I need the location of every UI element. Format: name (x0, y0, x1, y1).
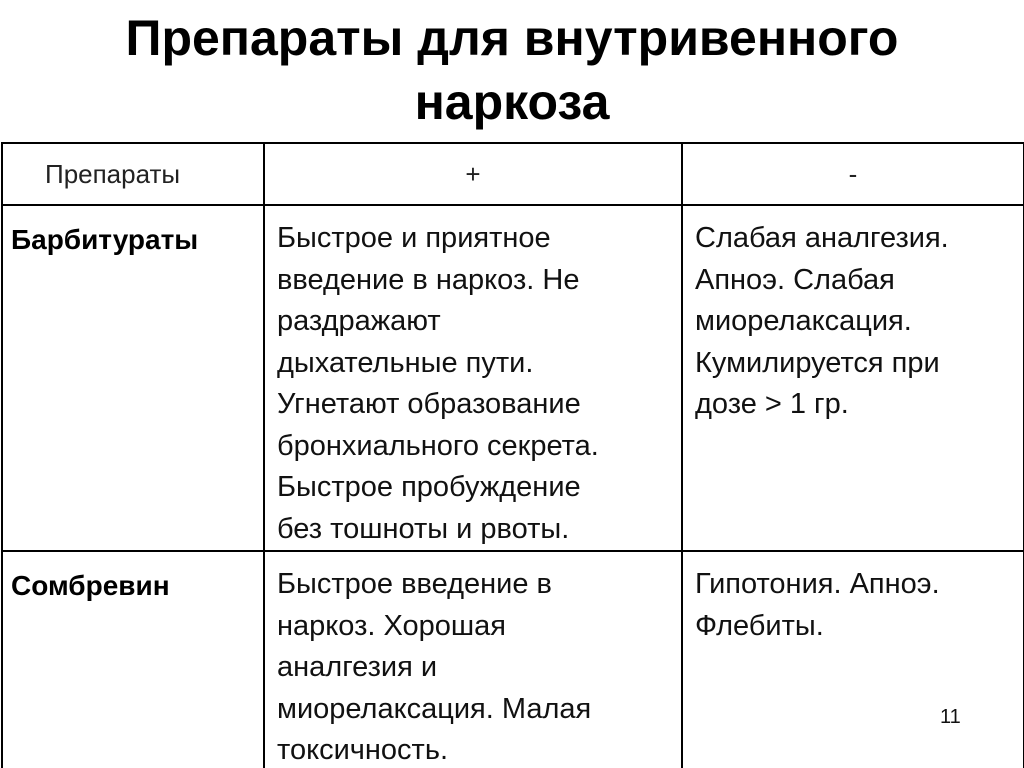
header-plus: + (264, 143, 682, 205)
plus-line: Быстрое пробуждение (277, 471, 581, 503)
plus-cell (264, 551, 682, 768)
table-header-row (2, 143, 1024, 205)
plus-line: раздражают (277, 305, 441, 337)
drugs-table (1, 142, 1024, 768)
plus-cell (264, 205, 682, 551)
minus-text (683, 552, 1023, 647)
minus-line: миорелаксация. (695, 305, 912, 337)
drug-name-cell (2, 551, 264, 768)
minus-line: Слабая аналгезия. (695, 222, 949, 254)
minus-line: Апноэ. Слабая (695, 263, 895, 296)
plus-line: Угнетают образование (277, 388, 581, 420)
plus-line: без тошноты и рвоты. (277, 512, 570, 545)
header-minus: - (682, 143, 1024, 205)
plus-line: Быстрое и приятное (277, 222, 551, 254)
minus-text (683, 206, 1023, 426)
minus-cell (682, 205, 1024, 551)
minus-line: Кумилируется при (695, 346, 940, 379)
drug-name-cell (2, 205, 264, 551)
table-row (2, 551, 1024, 768)
plus-line: бронхиального секрета. (277, 429, 599, 462)
header-drugs: Препараты (2, 143, 264, 205)
plus-line: миорелаксация. Малая (277, 692, 592, 725)
minus-line: дозе > 1 гр. (695, 388, 849, 420)
minus-cell (682, 551, 1024, 768)
slide-title-line-2: наркоза (414, 74, 610, 130)
plus-line: токсичность. (277, 734, 448, 766)
minus-line: Гипотония. Апноэ. (695, 568, 940, 600)
plus-line: дыхательные пути. (277, 346, 534, 379)
table-row (2, 205, 1024, 551)
drug-name: Барбитураты (11, 224, 199, 255)
plus-line: аналгезия и (277, 651, 438, 683)
plus-line: введение в наркоз. Не (277, 263, 580, 296)
plus-text (265, 552, 681, 768)
page-number: 11 (940, 706, 961, 728)
minus-line: Флебиты. (695, 609, 824, 642)
plus-text (265, 206, 681, 550)
slide-title (0, 6, 1024, 134)
plus-line: Быстрое введение в (277, 568, 552, 600)
plus-line: наркоз. Хорошая (277, 609, 506, 642)
slide-title-line-1: Препараты для внутривенного (125, 10, 899, 66)
drug-name: Сомбревин (11, 570, 170, 601)
